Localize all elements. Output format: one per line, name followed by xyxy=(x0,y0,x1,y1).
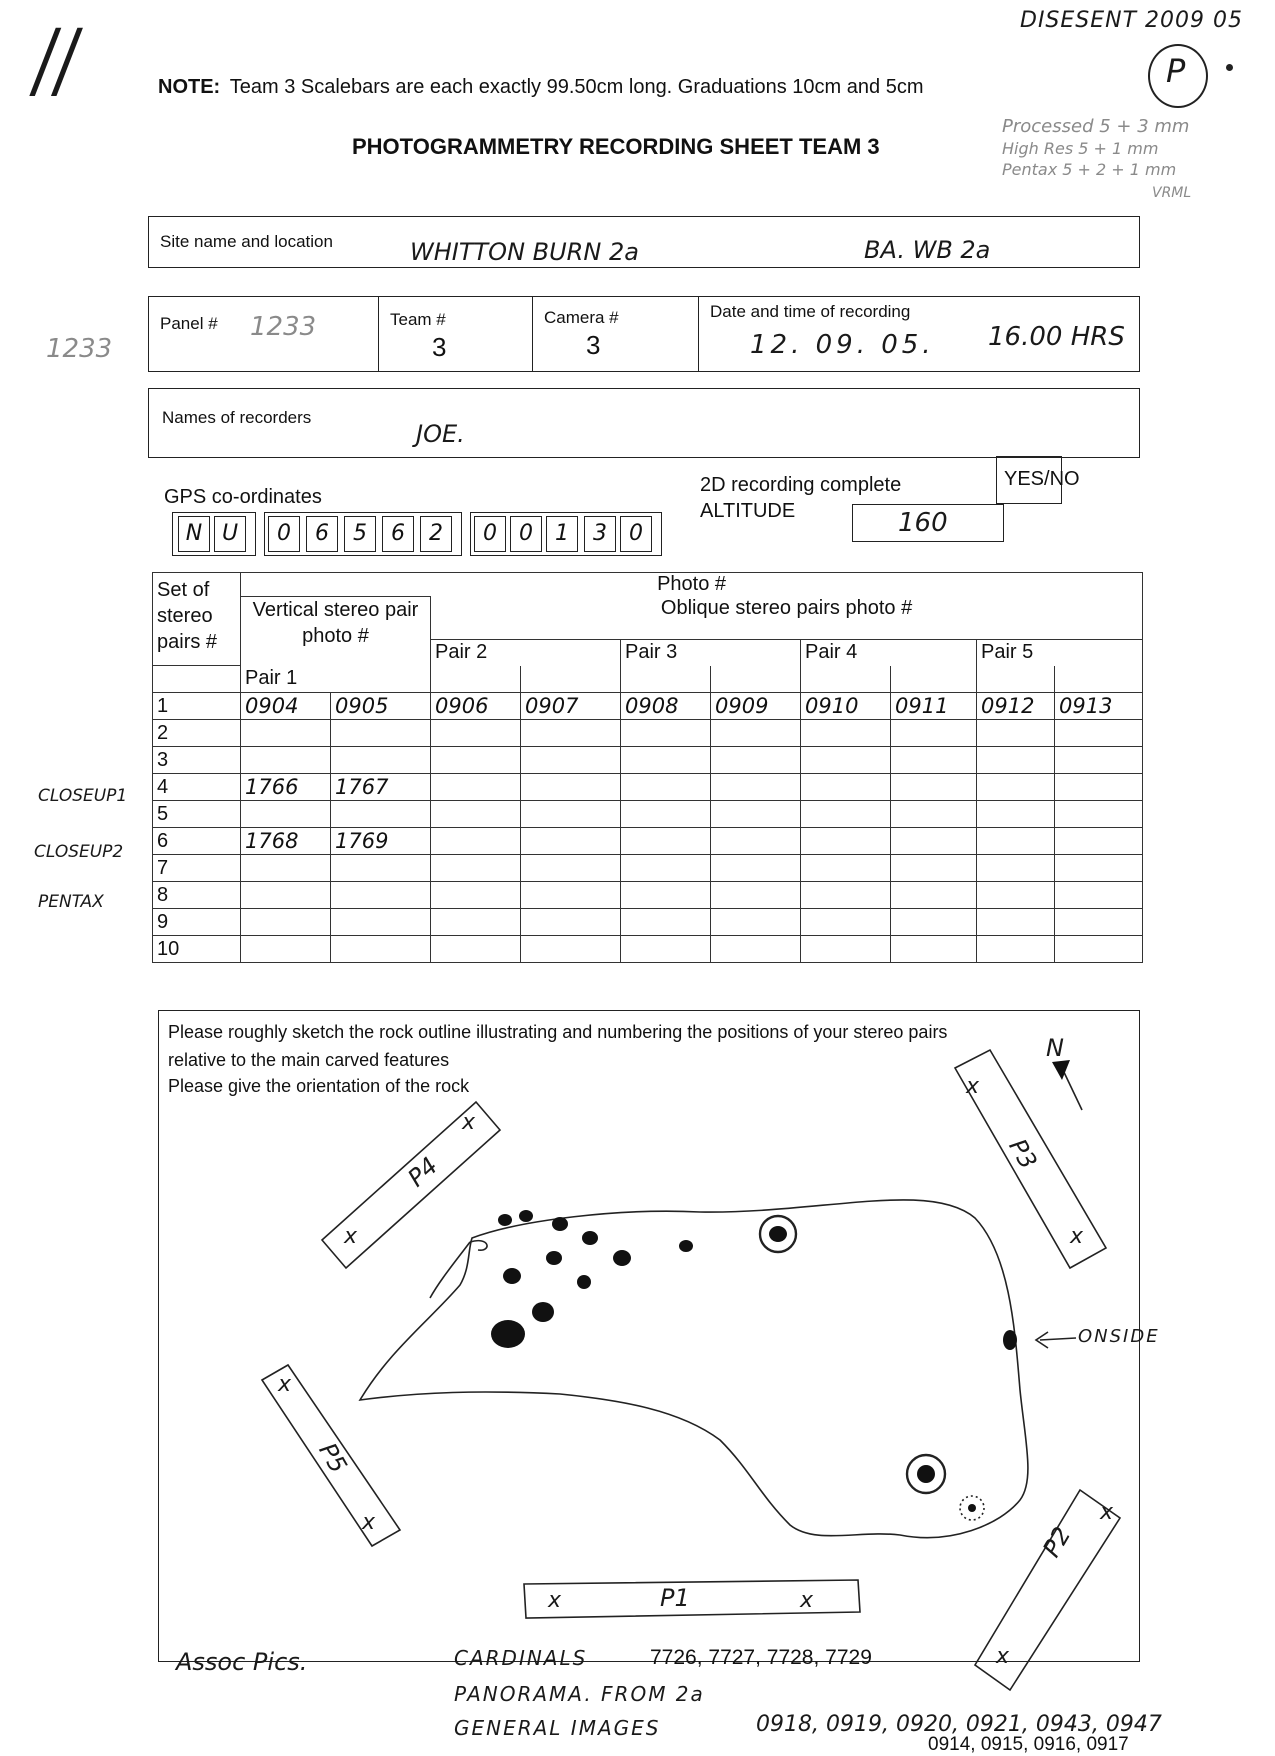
photo-header: Photo # xyxy=(241,573,1143,597)
note-prefix: NOTE: xyxy=(158,76,221,98)
closeup2-note: CLOSEUP2 xyxy=(34,842,124,862)
onside-arrow xyxy=(1040,1338,1076,1340)
processed-line: High Res 5 + 1 mm xyxy=(1002,139,1159,158)
gps-cell: 3 xyxy=(584,516,616,552)
bar-cross: x xyxy=(462,1110,476,1135)
cup-mark xyxy=(546,1251,562,1265)
stamp-letter: P xyxy=(1166,52,1186,90)
panel-value: 1233 xyxy=(250,312,317,342)
bar-label-p1: P1 xyxy=(660,1584,690,1612)
sketch-instruction: relative to the main carved features xyxy=(168,1050,450,1070)
page-title: PHOTOGRAMMETRY RECORDING SHEET TEAM 3 xyxy=(352,134,880,159)
general-label: GENERAL IMAGES xyxy=(454,1716,661,1740)
pair-label: Pair 2 xyxy=(431,639,621,666)
recorders-label: Names of recorders xyxy=(162,408,312,427)
pair-label: Pair 4 xyxy=(801,639,977,666)
option-separator: / xyxy=(1044,468,1050,490)
bar-cross: x xyxy=(996,1644,1010,1669)
photo-cell: 1768 xyxy=(241,828,331,855)
row-number: 8 xyxy=(153,882,241,909)
cup-mark xyxy=(532,1302,554,1322)
site-code: BA. WB 2a xyxy=(864,236,991,264)
team-value: 3 xyxy=(432,332,447,362)
yes-option: YES xyxy=(1004,468,1045,490)
oblique-header: Oblique stereo pairs photo # xyxy=(431,597,1143,640)
row-number: 2 xyxy=(153,720,241,747)
row-number: 3 xyxy=(153,747,241,774)
gps-cell: 2 xyxy=(420,516,452,552)
tally-mark: // xyxy=(34,12,78,110)
north-label: N xyxy=(1046,1034,1064,1062)
photo-cell: 0905 xyxy=(331,693,431,720)
bar-cross: x xyxy=(344,1224,358,1249)
rock-crack xyxy=(430,1241,487,1298)
pair-label: Pair 3 xyxy=(621,639,801,666)
gps-cell: 6 xyxy=(306,516,338,552)
row-number: 1 xyxy=(153,693,241,720)
cup-mark xyxy=(679,1240,693,1252)
panel-label: Panel # xyxy=(160,314,218,333)
cup-mark xyxy=(577,1275,591,1289)
recorders-value: JOE. xyxy=(416,420,465,448)
onside-mark xyxy=(1003,1330,1017,1350)
cup-mark xyxy=(968,1504,976,1512)
camera-label: Camera # xyxy=(544,308,619,327)
extra-values: 0914, 0915, 0916, 0917 xyxy=(928,1734,1129,1755)
photo-cell: 0908 xyxy=(621,693,711,720)
processed-line: Pentax 5 + 2 + 1 mm xyxy=(1002,160,1177,179)
gps-cell: 0 xyxy=(268,516,300,552)
row-number: 9 xyxy=(153,909,241,936)
row-number: 4 xyxy=(153,774,241,801)
cardinals-label: CARDINALS xyxy=(454,1646,588,1670)
row-number: 7 xyxy=(153,855,241,882)
vertical-header: Vertical stereo pair photo # xyxy=(241,597,431,666)
cup-mark xyxy=(503,1268,521,1284)
cup-mark xyxy=(582,1231,598,1245)
bar-label-p4: P4 xyxy=(402,1151,444,1193)
gps-cell: N xyxy=(178,516,210,552)
sketch-instruction: Please roughly sketch the rock outline illustrating and numbering the positions of your stereo pairs xyxy=(168,1022,948,1042)
gps-cell: 5 xyxy=(344,516,376,552)
site-name: WHITTON BURN 2a xyxy=(410,238,639,266)
gps-cell: 6 xyxy=(382,516,414,552)
cup-mark xyxy=(552,1217,568,1231)
photo-cell: 1766 xyxy=(241,774,331,801)
bar-cross: x xyxy=(800,1588,814,1613)
row-number: 10 xyxy=(153,936,241,963)
cup-mark xyxy=(917,1465,935,1483)
date-value: 12. 09. 05. xyxy=(750,330,935,360)
cup-mark xyxy=(769,1226,787,1242)
north-arrowhead xyxy=(1052,1060,1070,1080)
photo-cell: 0907 xyxy=(521,693,621,720)
altitude-label: ALTITUDE xyxy=(700,500,796,522)
photo-cell: 0912 xyxy=(977,693,1055,720)
rock-outline xyxy=(360,1200,1028,1538)
photo-cell: 0906 xyxy=(431,693,521,720)
bar-cross: x xyxy=(278,1372,292,1397)
bar-cross: x xyxy=(1070,1224,1084,1249)
photo-cell: 0910 xyxy=(801,693,891,720)
pair-label: Pair 1 xyxy=(241,666,431,693)
camera-value: 3 xyxy=(586,330,601,360)
cup-mark xyxy=(498,1214,512,1226)
cup-mark xyxy=(491,1320,525,1348)
gps-label: GPS co-ordinates xyxy=(164,486,322,508)
stamp-text: DISESENT 2009 05 xyxy=(1020,8,1244,33)
row-number: 5 xyxy=(153,801,241,828)
set-header: Set of stereo pairs # xyxy=(153,573,241,666)
cup-mark xyxy=(519,1210,533,1222)
processed-line: VRML xyxy=(1152,185,1192,201)
recording-2d-label: 2D recording complete xyxy=(700,474,902,496)
bar-cross: x xyxy=(966,1074,980,1099)
panel-margin-value: 1233 xyxy=(46,334,113,364)
general-values: 0918, 0919, 0920, 0921, 0943, 0947 xyxy=(756,1712,1162,1737)
sketch-instruction: Please give the orientation of the rock xyxy=(168,1076,470,1096)
bar-label-p5: P5 xyxy=(313,1438,353,1478)
photo-cell: 0911 xyxy=(891,693,977,720)
bar-label-p2: P2 xyxy=(1037,1522,1077,1562)
time-value: 16.00 HRS xyxy=(988,322,1125,352)
bar-cross: x xyxy=(548,1588,562,1613)
pair-label: Pair 5 xyxy=(977,639,1143,666)
note-text: Team 3 Scalebars are each exactly 99.50cm long. Graduations 10cm and 5cm xyxy=(229,76,924,98)
assoc-label: Assoc Pics. xyxy=(176,1648,308,1676)
datetime-label: Date and time of recording xyxy=(710,302,911,321)
bar-cross: x xyxy=(1100,1500,1114,1525)
cup-mark xyxy=(613,1250,631,1266)
gps-cell: 1 xyxy=(546,516,578,552)
gps-cell: 0 xyxy=(510,516,542,552)
site-label: Site name and location xyxy=(160,232,333,251)
north-arrow-line xyxy=(1062,1068,1082,1110)
no-option: NO xyxy=(1049,468,1080,490)
bar-cross: x xyxy=(362,1510,376,1535)
panorama-note: PANORAMA. FROM 2a xyxy=(454,1682,705,1706)
photo-cell: 1767 xyxy=(331,774,431,801)
row-number: 6 xyxy=(153,828,241,855)
closeup1-note: CLOSEUP1 xyxy=(38,786,128,806)
bar-label-p3: P3 xyxy=(1003,1134,1043,1174)
processed-line: Processed 5 + 3 mm xyxy=(1002,116,1190,137)
photo-cell: 0904 xyxy=(241,693,331,720)
gps-cell: 0 xyxy=(474,516,506,552)
cardinals-values: 7726, 7727, 7728, 7729 xyxy=(650,1646,872,1669)
team-label: Team # xyxy=(390,310,446,329)
photo-cell: 1769 xyxy=(331,828,431,855)
altitude-value: 160 xyxy=(898,508,948,538)
gps-cell: 0 xyxy=(620,516,652,552)
photo-cell: 0909 xyxy=(711,693,801,720)
gps-cell: U xyxy=(214,516,246,552)
onside-label: ONSIDE xyxy=(1078,1326,1160,1347)
pentax-note: PENTAX xyxy=(38,892,104,912)
photo-cell: 0913 xyxy=(1055,693,1143,720)
